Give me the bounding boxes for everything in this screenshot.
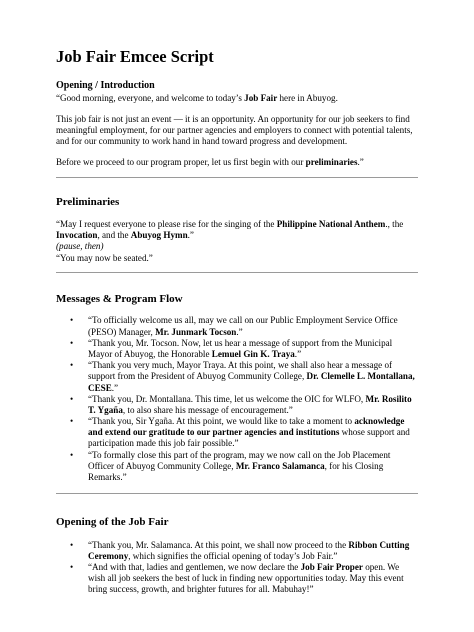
- section-messages: [56, 293, 418, 483]
- list-item: • “Thank you, Mr. Salamanca. At this point, we shall now proceed to the Ribbon Cutting Ceremony, which signifies the official opening of today’s Job Fair.”: [70, 539, 410, 561]
- list-item: • “To formally close this part of the program, may we now call on the Job Placement Officer of Abuyog Community College, Mr. Franco Salamanca, for his Closing Remarks.”: [70, 449, 391, 482]
- preliminaries-line-2: (pause, then): [56, 241, 104, 252]
- bullet-icon: •: [70, 393, 74, 404]
- bullet-icon: •: [70, 562, 74, 573]
- document-title: Job Fair Emcee Script: [56, 47, 214, 66]
- bullet-icon: •: [70, 449, 74, 460]
- preliminaries-line-1: “May I request everyone to please rise for the singing of the Philippine National Anthem., the Invocation, and the Abuyog Hymn.”: [56, 219, 404, 241]
- opening-paragraph-1: “Good morning, everyone, and welcome to today’s Job Fair here in Abuyog.: [56, 92, 338, 103]
- divider: [56, 177, 418, 178]
- preliminaries-heading: Preliminaries: [56, 195, 120, 208]
- list-item: • “And with that, ladies and gentlemen, we now declare the Job Fair Proper open. We wish all job seekers the best of luck in finding new opportunities today. May this event bring success, growth, and brighter futures for all. Mabuhay!”: [70, 562, 404, 595]
- divider: [56, 493, 418, 494]
- opening-paragraph-3: Before we proceed to our program proper, let us first begin with our preliminaries.”: [56, 157, 364, 168]
- opening-fair-list: [56, 540, 418, 596]
- opening-paragraph-2: This job fair is not just an event — it is an opportunity. An opportunity for our job seekers to find meaningful employment, for our partner agencies and employers to connect with potential talents, and for our community to work hand in hand toward progress and development.: [56, 113, 413, 147]
- list-item: • “Thank you, Mr. Tocson. Now, let us hear a message of support from the Municipal Mayor of Abuyog, the Honorable Lemuel Gin K. Traya.”: [70, 337, 393, 359]
- messages-heading: Messages & Program Flow: [56, 292, 183, 305]
- list-item: • “Thank you, Sir Ygaña. At this point, we would like to take a moment to acknowledge and extend our gratitude to our partner agencies and institutions whose support and participation made this job fair possible.”: [70, 416, 410, 449]
- section-opening-job-fair: [56, 516, 418, 596]
- list-item: • “To officially welcome us all, may we call on our Public Employment Service Office (PESO) Manager, Mr. Junmark Tocson.”: [70, 315, 398, 337]
- list-item: • “Thank you very much, Mayor Traya. At this point, we shall also hear a message of support from the President of Abuyog Community College, Dr. Clemelle L. Montallana, CESE.”: [70, 360, 415, 393]
- bullet-icon: •: [70, 416, 74, 427]
- divider: [56, 272, 418, 273]
- bullet-icon: •: [70, 539, 74, 550]
- messages-list: [56, 315, 418, 483]
- list-item: • “Thank you, Dr. Montallana. This time, let us welcome the OIC for WLFO, Mr. Rosilito T. Ygaña, to also share his message of encouragement.”: [70, 393, 412, 415]
- opening-heading: Opening / Introduction: [56, 80, 155, 92]
- preliminaries-line-3: “You may now be seated.”: [56, 252, 153, 263]
- bullet-icon: •: [70, 337, 74, 348]
- bullet-icon: •: [70, 315, 74, 326]
- section-opening: [56, 80, 418, 168]
- section-preliminaries: [56, 196, 418, 264]
- opening-fair-heading: Opening of the Job Fair: [56, 516, 169, 529]
- bullet-icon: •: [70, 360, 74, 371]
